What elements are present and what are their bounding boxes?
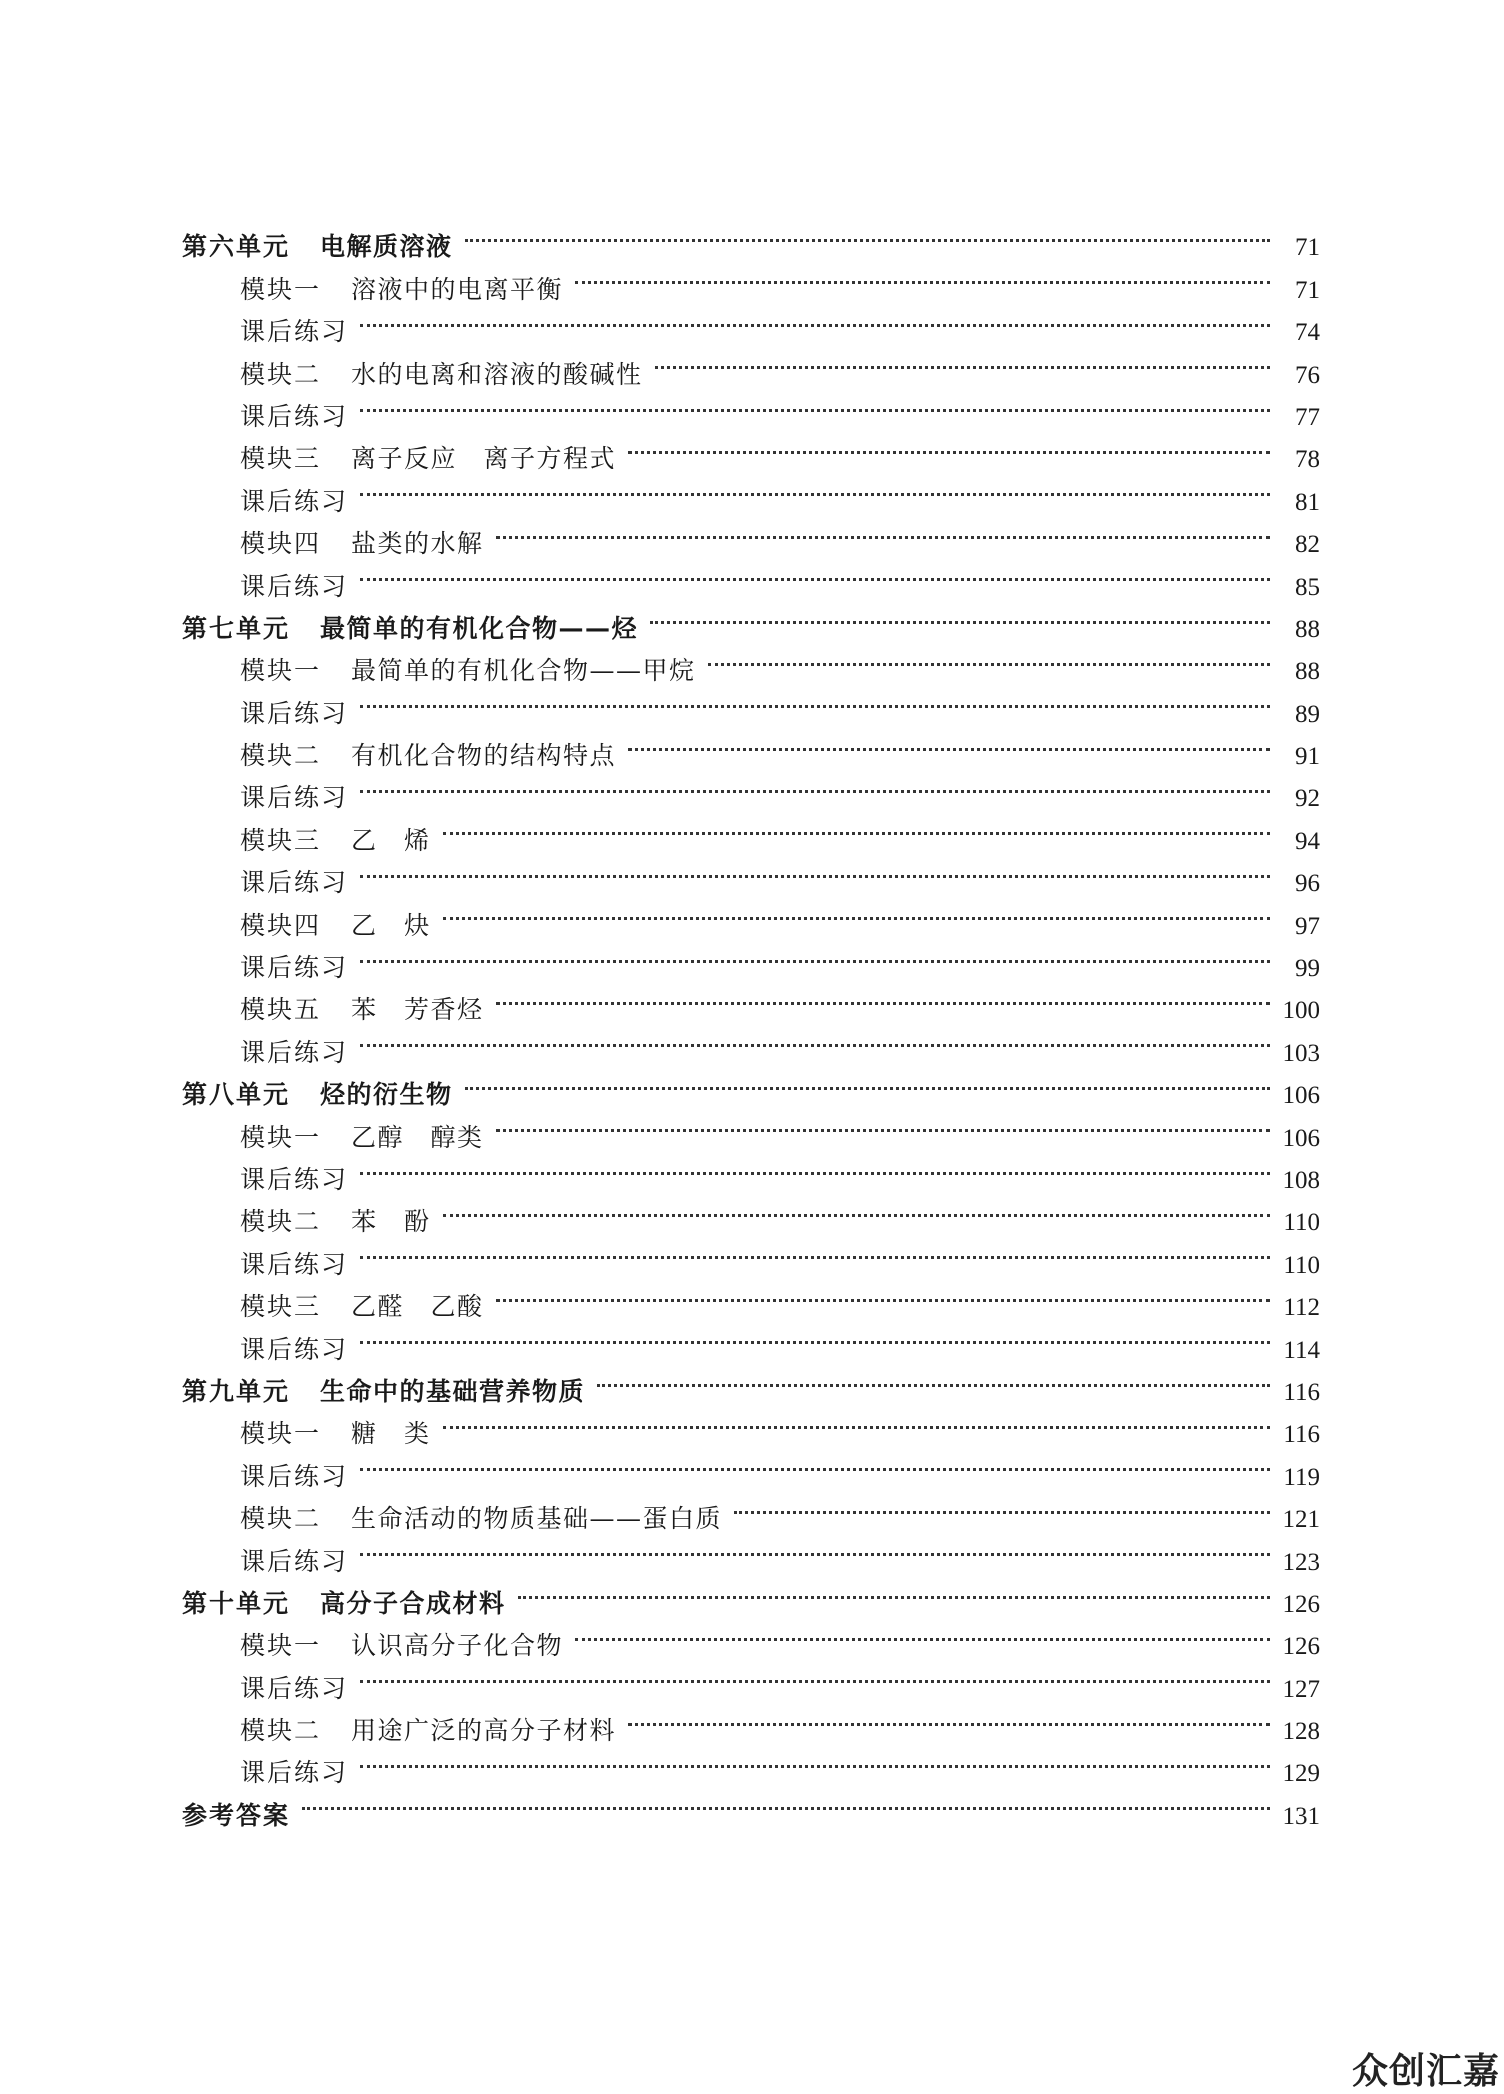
toc-entry-label: 模块三 — [240, 444, 322, 474]
dot-leader — [575, 255, 1270, 297]
dot-leader — [302, 1781, 1270, 1823]
dot-leader — [360, 383, 1270, 425]
dot-leader — [628, 425, 1270, 467]
toc-page-number: 91 — [1295, 743, 1320, 771]
toc-entry-label: 课后练习 — [240, 1546, 349, 1576]
toc-page-number: 128 — [1282, 1718, 1320, 1746]
toc-entry-label: 模块一 — [240, 1122, 322, 1152]
dot-leader — [360, 1230, 1270, 1272]
toc-page-number: 121 — [1282, 1506, 1320, 1534]
toc-page-number: 110 — [1283, 1251, 1320, 1279]
toc-page-number: 71 — [1295, 276, 1320, 304]
toc-page-number: 78 — [1295, 446, 1320, 474]
dot-leader — [360, 764, 1270, 806]
toc-entry-label: 课后练习 — [240, 317, 349, 347]
dot-leader — [496, 510, 1270, 552]
toc-unit-entry[interactable] — [182, 1570, 1320, 1618]
dot-leader — [575, 1612, 1270, 1654]
toc-entry-label: 模块二 — [240, 1504, 322, 1534]
toc-page-number: 81 — [1295, 488, 1320, 516]
toc-page-number: 71 — [1295, 234, 1320, 262]
toc-entry-label: 模块一 — [240, 1419, 322, 1449]
dot-leader — [360, 1527, 1270, 1569]
toc-page-number: 110 — [1283, 1209, 1320, 1237]
dot-leader — [655, 340, 1270, 382]
table-of-contents — [182, 213, 1320, 1830]
toc-entry-label: 课后练习 — [240, 1758, 349, 1788]
toc-entry-label: 模块三 — [240, 1292, 322, 1322]
dot-leader — [360, 679, 1270, 721]
toc-entry-label: 课后练习 — [240, 698, 349, 728]
toc-module-entry[interactable] — [182, 976, 1320, 1025]
toc-page-number: 119 — [1283, 1463, 1320, 1491]
dot-leader — [360, 1018, 1270, 1060]
toc-page-number: 88 — [1295, 615, 1320, 643]
toc-unit-entry[interactable] — [182, 213, 1320, 262]
toc-page-number: 112 — [1283, 1294, 1320, 1322]
toc-entry-label: 模块三 — [240, 825, 322, 855]
toc-entry-title: 水的电离和溶液的酸碱性 — [351, 359, 643, 389]
toc-entry-label: 模块一 — [240, 274, 322, 304]
toc-page-number: 126 — [1282, 1633, 1320, 1661]
toc-entry-label: 模块五 — [240, 995, 322, 1025]
dot-leader — [360, 1654, 1270, 1696]
toc-page-number: 82 — [1295, 531, 1320, 559]
dot-leader — [360, 552, 1270, 594]
toc-entry-title: 电解质溶液 — [320, 232, 453, 262]
toc-entry-label: 模块四 — [240, 910, 322, 940]
toc-entry-label: 课后练习 — [240, 1037, 349, 1067]
toc-entry-label: 模块二 — [240, 1716, 322, 1746]
toc-module-entry[interactable] — [182, 510, 1320, 559]
toc-page-number: 108 — [1282, 1166, 1320, 1194]
toc-entry-label: 课后练习 — [240, 401, 349, 431]
toc-entry-title: 乙 炔 — [351, 910, 431, 940]
dot-leader — [734, 1485, 1270, 1527]
toc-page-number: 77 — [1295, 403, 1320, 431]
dot-leader — [465, 1061, 1270, 1103]
toc-page-number: 76 — [1295, 361, 1320, 389]
toc-entry-title: 用途广泛的高分子材料 — [351, 1716, 617, 1746]
toc-module-entry[interactable] — [182, 806, 1320, 855]
toc-entry-title: 高分子合成材料 — [320, 1588, 506, 1618]
toc-entry-label: 模块一 — [240, 656, 322, 686]
toc-entry-label: 课后练习 — [240, 571, 349, 601]
dot-leader — [496, 1103, 1270, 1145]
toc-page-number: 123 — [1282, 1548, 1320, 1576]
toc-entry-title: 有机化合物的结构特点 — [351, 741, 617, 771]
toc-module-entry[interactable] — [182, 1697, 1320, 1746]
dot-leader — [628, 722, 1270, 764]
dot-leader — [443, 1400, 1270, 1442]
toc-entry-label: 模块四 — [240, 529, 322, 559]
toc-entry-label: 课后练习 — [240, 953, 349, 983]
toc-page-number: 92 — [1295, 785, 1320, 813]
toc-entry-label: 课后练习 — [240, 1249, 349, 1279]
dot-leader — [650, 595, 1270, 637]
dot-leader — [465, 213, 1270, 255]
dot-leader — [443, 1188, 1270, 1230]
toc-entry-title: 乙醛 乙酸 — [351, 1292, 484, 1322]
toc-module-entry[interactable] — [182, 722, 1320, 771]
toc-entry-label: 课后练习 — [240, 486, 349, 516]
toc-module-entry[interactable] — [182, 891, 1320, 940]
toc-module-entry[interactable] — [182, 1188, 1320, 1237]
toc-entry-title: 生命活动的物质基础——蛋白质 — [351, 1504, 723, 1534]
toc-page-number: 85 — [1295, 573, 1320, 601]
toc-page-number: 127 — [1282, 1675, 1320, 1703]
dot-leader — [360, 1146, 1270, 1188]
toc-entry-label: 课后练习 — [240, 868, 349, 898]
toc-page-number: 89 — [1295, 700, 1320, 728]
toc-entry-label: 模块二 — [240, 1207, 322, 1237]
dot-leader — [443, 891, 1270, 933]
toc-entry-label: 第九单元 — [182, 1376, 291, 1406]
toc-entry-label: 课后练习 — [240, 1164, 349, 1194]
dot-leader — [360, 1315, 1270, 1357]
toc-entry-title: 盐类的水解 — [351, 529, 484, 559]
dot-leader — [360, 1739, 1270, 1781]
toc-entry-title: 离子反应 离子方程式 — [351, 444, 617, 474]
dot-leader — [360, 1442, 1270, 1484]
toc-page-number: 131 — [1282, 1802, 1320, 1830]
dot-leader — [496, 976, 1270, 1018]
dot-leader — [360, 934, 1270, 976]
dot-leader — [443, 806, 1270, 848]
watermark-logo: 众创汇嘉 — [1351, 2051, 1500, 2092]
dot-leader — [708, 637, 1270, 679]
toc-page-number: 74 — [1295, 319, 1320, 347]
toc-entry-title: 乙 烯 — [351, 825, 431, 855]
toc-page-number: 96 — [1295, 870, 1320, 898]
toc-page-number: 94 — [1295, 827, 1320, 855]
toc-entry-title: 生命中的基础营养物质 — [320, 1376, 586, 1406]
dot-leader — [597, 1358, 1270, 1400]
toc-entry-title: 溶液中的电离平衡 — [351, 274, 564, 304]
toc-entry-label: 第七单元 — [182, 613, 291, 643]
toc-unit-entry[interactable] — [182, 1781, 1320, 1830]
toc-module-entry[interactable] — [182, 1485, 1320, 1534]
toc-page-number: 99 — [1295, 955, 1320, 983]
toc-module-entry[interactable] — [182, 425, 1320, 474]
toc-entry-label: 模块一 — [240, 1631, 322, 1661]
toc-page-number: 106 — [1282, 1082, 1320, 1110]
toc-entry-label: 课后练习 — [240, 1673, 349, 1703]
toc-entry-label: 课后练习 — [240, 1461, 349, 1491]
toc-page-number: 116 — [1283, 1421, 1320, 1449]
toc-entry-title: 糖 类 — [351, 1419, 431, 1449]
toc-entry-label: 模块二 — [240, 359, 322, 389]
toc-unit-entry[interactable] — [182, 1358, 1320, 1406]
dot-leader — [518, 1570, 1270, 1612]
toc-entry-label: 模块二 — [240, 741, 322, 771]
toc-page-number: 88 — [1295, 658, 1320, 686]
toc-entry-label: 课后练习 — [240, 1334, 349, 1364]
toc-unit-entry[interactable] — [182, 1061, 1320, 1110]
toc-entry-title: 苯 芳香烃 — [351, 995, 484, 1025]
toc-page-number: 126 — [1282, 1590, 1320, 1618]
toc-entry-title: 烃的衍生物 — [320, 1080, 453, 1110]
toc-entry-title: 最简单的有机化合物——烃 — [320, 613, 639, 643]
toc-entry-label: 第十单元 — [182, 1588, 291, 1618]
toc-page-number: 97 — [1295, 912, 1320, 940]
toc-page-number: 106 — [1282, 1124, 1320, 1152]
toc-module-entry[interactable] — [182, 1273, 1320, 1322]
dot-leader — [496, 1273, 1270, 1315]
toc-unit-entry[interactable] — [182, 595, 1320, 643]
toc-entry-title: 苯 酚 — [351, 1207, 431, 1237]
toc-page-number: 129 — [1282, 1760, 1320, 1788]
toc-entry-label: 课后练习 — [240, 783, 349, 813]
dot-leader — [628, 1697, 1270, 1739]
toc-page-number: 116 — [1283, 1378, 1320, 1406]
toc-page-number: 100 — [1282, 997, 1320, 1025]
toc-entry-label: 参考答案 — [182, 1800, 291, 1830]
dot-leader — [360, 467, 1270, 509]
toc-entry-title: 乙醇 醇类 — [351, 1122, 484, 1152]
toc-entry-label: 第六单元 — [182, 232, 291, 262]
toc-module-entry[interactable] — [182, 340, 1320, 389]
toc-page-number: 103 — [1282, 1039, 1320, 1067]
dot-leader — [360, 298, 1270, 340]
toc-page-number: 114 — [1283, 1336, 1320, 1364]
toc-entry-title: 认识高分子化合物 — [351, 1631, 564, 1661]
toc-entry-title: 最简单的有机化合物——甲烷 — [351, 656, 696, 686]
toc-entry-label: 第八单元 — [182, 1080, 291, 1110]
dot-leader — [360, 849, 1270, 891]
